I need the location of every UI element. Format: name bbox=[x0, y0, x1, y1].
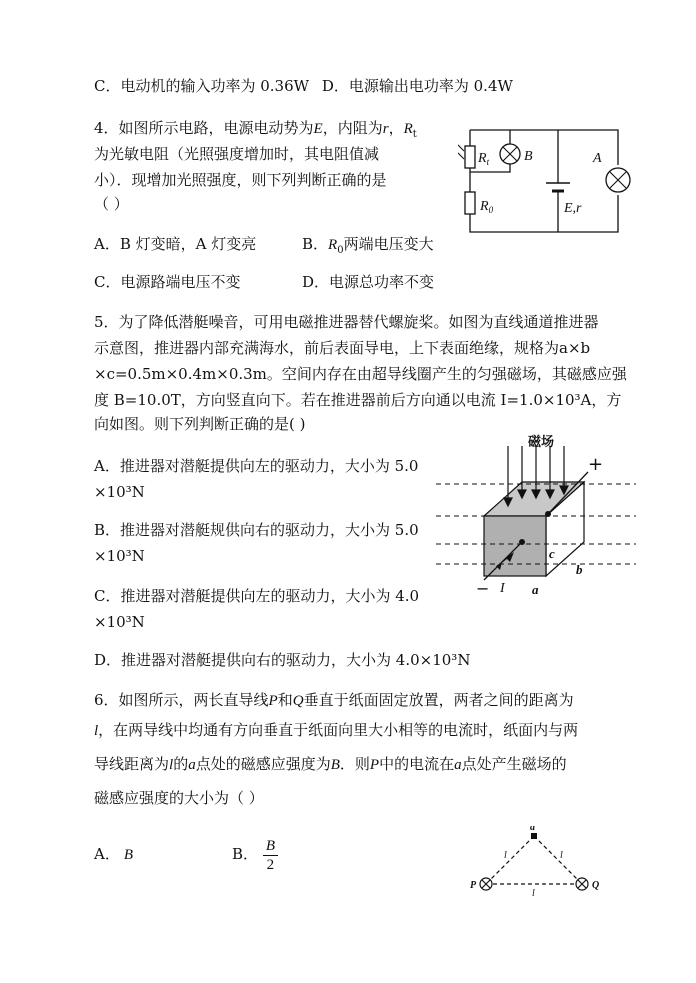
svg-text:I: I bbox=[500, 581, 505, 596]
q6-option-b: B． $\frac{B}{2}$ bbox=[232, 834, 278, 874]
svg-text:A: A bbox=[593, 151, 602, 166]
q4-option-a: A．B 灯变暗，A 灯变亮 bbox=[94, 235, 257, 253]
q3-option-d: D．电源输出电功率为 0.4W bbox=[321, 77, 513, 95]
q4-stem-line-4: （ ） bbox=[94, 195, 129, 213]
q4-stem-line-1: 4．如图所示电路，电源电动势为E，内阻为r，$R_t$ bbox=[94, 119, 417, 140]
q6-stem-line-3: 导线距离为l的a点处的磁感应强度为B．则P中的电流在a点处产生磁场的 bbox=[94, 755, 567, 773]
svg-text:l: l bbox=[504, 850, 507, 861]
q4-stem-line-2: 为光敏电阻（光照强度增加时，其电阻值减 bbox=[94, 145, 380, 163]
q4-option-c: C．电源路端电压不变 bbox=[94, 273, 241, 291]
svg-text:磁场: 磁场 bbox=[528, 435, 555, 450]
q5-option-a-line-1: A．推进器对潜艇提供向左的驱动力，大小为 5.0 bbox=[94, 457, 419, 475]
q5-option-b-line-1: B．推进器对潜艇规供向右的驱动力，大小为 5.0 bbox=[94, 521, 419, 539]
q5-option-c-line-2: ×10³N bbox=[94, 613, 145, 631]
q6-stem-line-4: 磁感应强度的大小为（ ） bbox=[94, 789, 264, 807]
q5-stem-line-2: 示意图，推进器内部充满海水，前后表面导电，上下表面绝缘，规格为a×b bbox=[94, 339, 591, 357]
svg-text:+: + bbox=[588, 454, 604, 475]
q4-stem-line-3: 小）．现增加光照强度，则下列判断正确的是 bbox=[94, 171, 387, 189]
q6-stem-line-2: l，在两导线中均通有方向垂直于纸面向里大小相等的电流时，纸面内与两 bbox=[94, 721, 579, 739]
q5-thruster-figure bbox=[436, 434, 636, 600]
q5-option-a-line-2: ×10³N bbox=[94, 483, 145, 501]
q5-stem-line-5: 向如图。则下列判断正确的是( ) bbox=[94, 415, 306, 433]
svg-text:−: − bbox=[476, 579, 490, 598]
q6-triangle-figure bbox=[464, 826, 604, 898]
svg-text:c: c bbox=[549, 546, 555, 561]
q3-option-c: C．电动机的输入功率为 0.36W bbox=[94, 77, 310, 95]
svg-text:R0: $R_0$ bbox=[480, 199, 494, 215]
svg-text:E,r: E,r bbox=[564, 201, 582, 216]
q4-circuit-figure bbox=[458, 120, 638, 240]
q5-option-c-line-1: C．推进器对潜艇提供向左的驱动力，大小为 4.0 bbox=[94, 587, 420, 605]
q5-option-b-line-2: ×10³N bbox=[94, 547, 145, 565]
svg-text:a: a bbox=[532, 582, 539, 597]
svg-text:B: B bbox=[524, 149, 533, 164]
svg-text:l: l bbox=[532, 888, 535, 898]
q3-option-c-d bbox=[94, 76, 513, 96]
q6-option-b-fraction: $\frac{B}{2}$ bbox=[263, 837, 278, 874]
svg-text:Q: Q bbox=[592, 880, 600, 891]
q6-option-a: A． B bbox=[94, 845, 134, 863]
svg-text:a: a bbox=[530, 826, 535, 833]
q4-option-d: D．电源总功率不变 bbox=[302, 273, 435, 291]
svg-text:P: P bbox=[470, 880, 477, 891]
q6-stem-line-1: 6．如图所示，两长直导线P和Q垂直于纸面固定放置，两者之间的距离为 bbox=[94, 691, 574, 709]
svg-text:Rt: $R_t$ bbox=[478, 151, 490, 167]
q4-option-b: B．$R_0$两端电压变大 bbox=[302, 235, 434, 256]
svg-text:b: b bbox=[576, 562, 583, 577]
q5-option-d: D．推进器对潜艇提供向右的驱动力，大小为 4.0×10³N bbox=[94, 651, 471, 669]
q5-stem-line-4: 度 B=10.0T，方向竖直向下。若在推进器前后方向通以电流 I=1.0×10³A，方 bbox=[94, 391, 622, 409]
q5-stem-line-3: ×c=0.5m×0.4m×0.3m。空间内存在由超导线圈产生的匀强磁场，其磁感应强 bbox=[94, 365, 627, 383]
svg-text:l: l bbox=[560, 850, 563, 861]
q5-stem-line-1: 5．为了降低潜艇噪音，可用电磁推进器替代螺旋桨。如图为直线通道推进器 bbox=[94, 313, 599, 331]
